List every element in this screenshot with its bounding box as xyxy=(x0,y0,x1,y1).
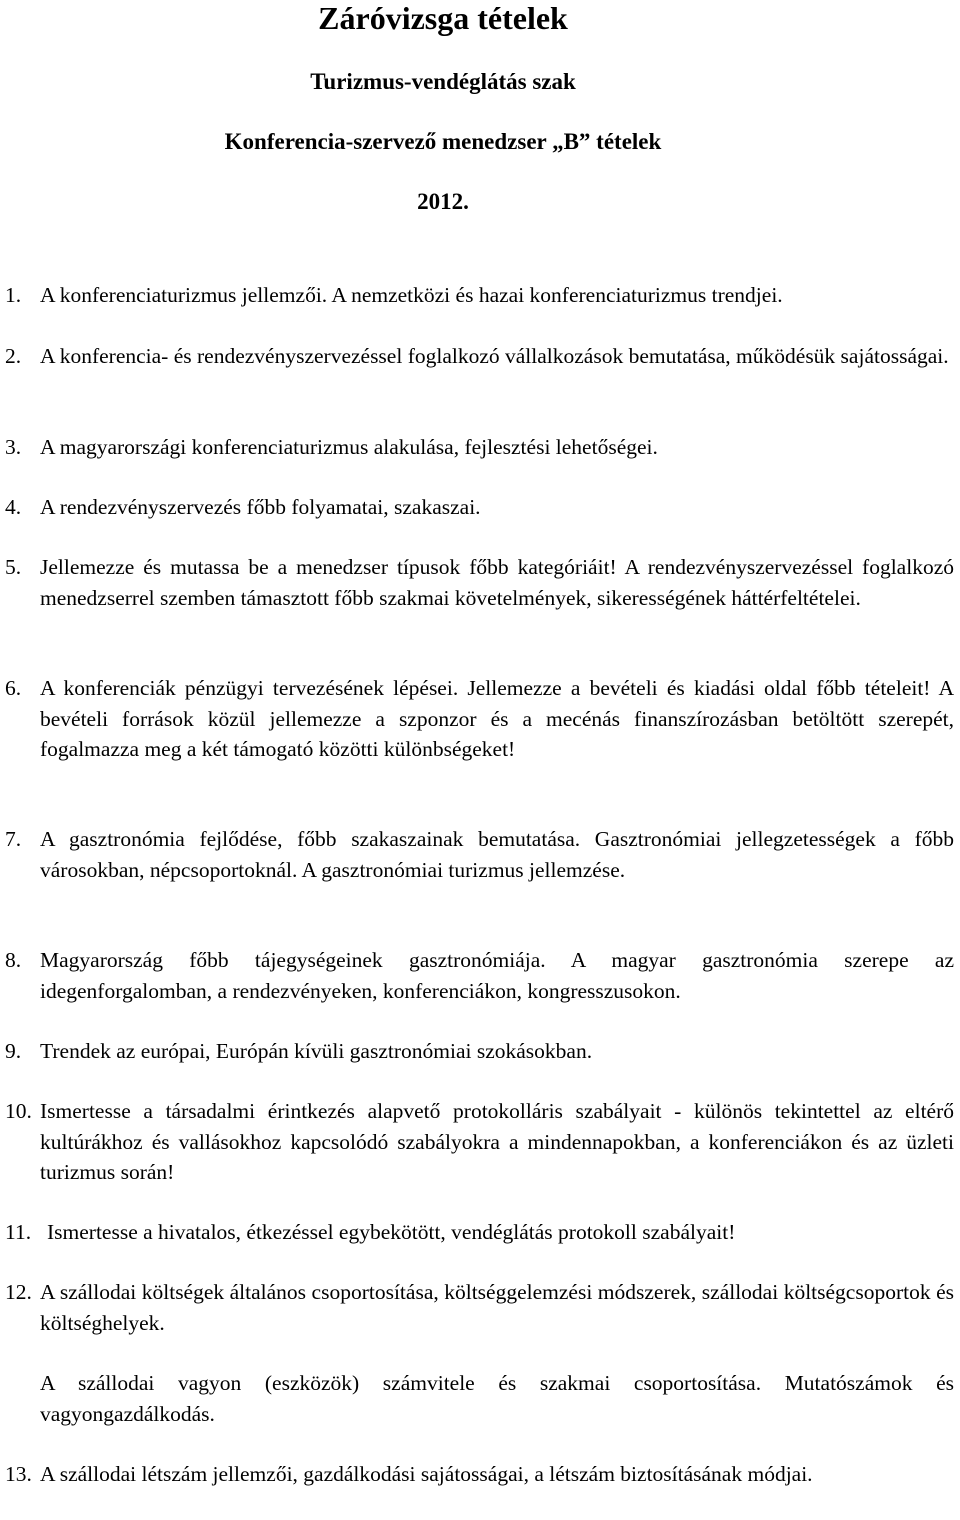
list-item-number: 5. xyxy=(5,555,22,579)
list-item-text: A rendezvényszervezés főbb folyamatai, szakaszai. xyxy=(40,495,481,519)
list-item-number: 9. xyxy=(5,1039,22,1063)
list-item-text: A konferenciák pénzügyi tervezésének lépései. Jellemezze a bevételi és kiadási oldal főbb tételeit! A bevételi források közül jellemezze a szponzor és a mecénás finanszírozásban betöltött szerepét, fogalmazza meg a két támogató közötti különbségeket! xyxy=(40,676,954,761)
list-item-number: 12. xyxy=(5,1280,32,1304)
list-item-number: 8. xyxy=(5,948,22,972)
year-subtitle: 2012. xyxy=(417,189,469,214)
list-item-number: 6. xyxy=(5,676,22,700)
list-item-text: Trendek az európai, Európán kívüli gasztronómiai szokásokban. xyxy=(40,1039,593,1063)
list-item-text: A szállodai költségek általános csoportosítása, költséggelemzési módszerek, szállodai költségcsoportok és költséghelyek. xyxy=(40,1280,954,1335)
list-item-text: A magyarországi konferenciaturizmus alakulása, fejlesztési lehetőségei. xyxy=(40,435,658,459)
list-item-number: 10. xyxy=(5,1099,32,1123)
list-item-text: Magyarország főbb tájegységeinek gasztronómiája. A magyar gasztronómia szerepe az idegenforgalomban, a rendezvényeken, konferenciákon, kongresszusokon. xyxy=(40,948,954,1003)
major-subtitle: Turizmus-vendéglátás szak xyxy=(310,69,576,94)
list-item-text: A konferencia- és rendezvényszervezéssel foglalkozó vállalkozások bemutatása, működésük sajátosságai. xyxy=(40,344,949,368)
list-item-number: 4. xyxy=(5,495,22,519)
list-item-number: 13. xyxy=(5,1462,32,1486)
list-item-text: A konferenciaturizmus jellemzői. A nemzetközi és hazai konferenciaturizmus trendjei. xyxy=(40,283,783,307)
list-item-text: Jellemezze és mutassa be a menedzser típusok főbb kategóriáit! A rendezvényszervezéssel foglalkozó menedzserrel szemben támasztott főbb szakmai követelmények, sikerességének háttérfeltételei. xyxy=(40,555,954,610)
list-item-number: 1. xyxy=(5,283,22,307)
list-item-text: Ismertesse a társadalmi érintkezés alapvető protokolláris szabályait - különös tekintettel az eltérő kultúrákhoz és vallásokhoz kapcsolódó szabályokra a mindennapokban, a konferenciákon és az üzleti turizmus során! xyxy=(40,1099,954,1184)
page-title: Záróvizsga tételek xyxy=(318,0,568,36)
list-item-text: A szállodai létszám jellemzői, gazdálkodási sajátosságai, a létszám biztosításának módjai. xyxy=(40,1462,813,1486)
list-item-number: 3. xyxy=(5,435,22,459)
list-item-continuation: A szállodai vagyon (eszközök) számvitele és szakmai csoportosítása. Mutatószámok és vagyongazdálkodás. xyxy=(40,1371,954,1426)
list-item-text: A gasztronómia fejlődése, főbb szakaszainak bemutatása. Gasztronómiai jellegzetességek a főbb városokban, népcsoportoknál. A gasztronómiai turizmus jellemzése. xyxy=(40,827,954,882)
list-item-number: 11. xyxy=(5,1220,32,1244)
list-item-number: 7. xyxy=(5,827,22,851)
specialization-subtitle: Konferencia-szervező menedzser „B” tételek xyxy=(224,129,662,154)
list-item-text: Ismertesse a hivatalos, étkezéssel egybekötött, vendéglátás protokoll szabályait! xyxy=(47,1220,736,1244)
list-item-number: 2. xyxy=(5,344,22,368)
